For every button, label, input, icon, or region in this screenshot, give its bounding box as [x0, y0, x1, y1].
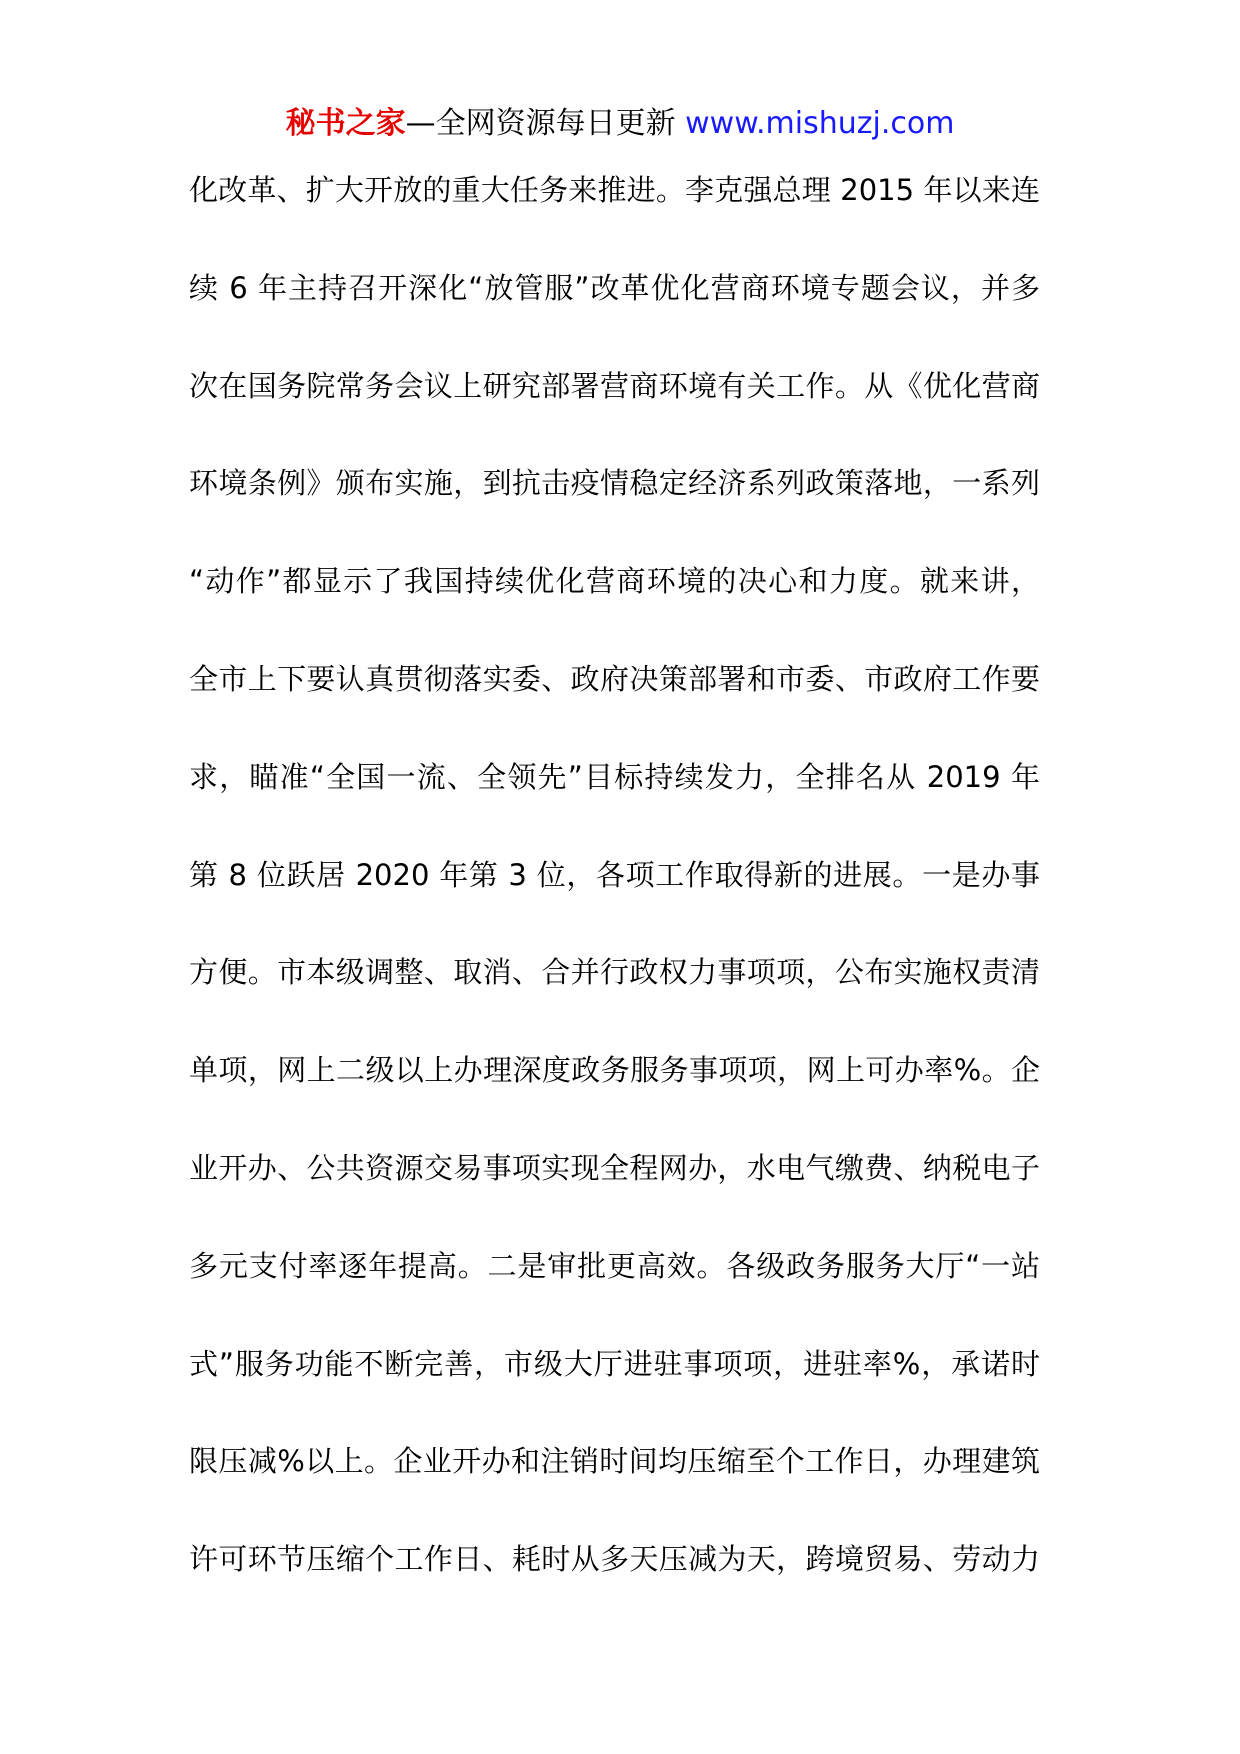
body-line: 多元支付率逐年提高。二是审批更高效。各级政务服务大厅“一站	[189, 1248, 1040, 1283]
body-line: 求，瞄准“全国一流、全领先”目标持续发力，全排名从 2019 年	[189, 759, 1040, 794]
body-line: 业开办、公共资源交易事项实现全程网办，水电气缴费、纳税电子	[189, 1150, 1040, 1185]
body-line: 全市上下要认真贯彻落实委、政府决策部署和市委、市政府工作要	[189, 661, 1040, 696]
body-text	[189, 142, 1040, 1609]
body-line: 式”服务功能不断完善，市级大厅进驻事项项，进驻率%，承诺时	[189, 1346, 1040, 1381]
body-line: 方便。市本级调整、取消、合并行政权力事项项，公布实施权责清	[189, 955, 1040, 990]
body-line: 限压减%以上。企业开办和注销时间均压缩至个工作日，办理建筑	[189, 1444, 1040, 1479]
body-line: 环境条例》颁布实施，到抗击疫情稳定经济系列政策落地，一系列	[189, 466, 1040, 501]
body-line: 化改革、扩大开放的重大任务来推进。李克强总理 2015 年以来连	[189, 173, 1040, 207]
body-line: “动作”都显示了我国持续优化营商环境的决心和力度。就来讲，	[189, 564, 1040, 599]
body-line: 许可环节压缩个工作日、耗时从多天压减为天，跨境贸易、劳动力	[189, 1542, 1040, 1577]
page-header	[0, 104, 1240, 144]
header-brand: 秘书之家	[285, 106, 406, 141]
body-line: 次在国务院常务会议上研究部署营商环境有关工作。从《优化营商	[189, 368, 1040, 403]
header-tagline: —全网资源每日更新	[405, 106, 676, 141]
body-line: 第 8 位跃居 2020 年第 3 位，各项工作取得新的进展。一是办事	[189, 857, 1040, 892]
header-url-link[interactable]: www.mishuzj.com	[685, 106, 955, 141]
body-line: 续 6 年主持召开深化“放管服”改革优化营商环境专题会议，并多	[189, 270, 1040, 305]
body-line: 单项，网上二级以上办理深度政务服务事项项，网上可办率%。企	[189, 1053, 1040, 1088]
